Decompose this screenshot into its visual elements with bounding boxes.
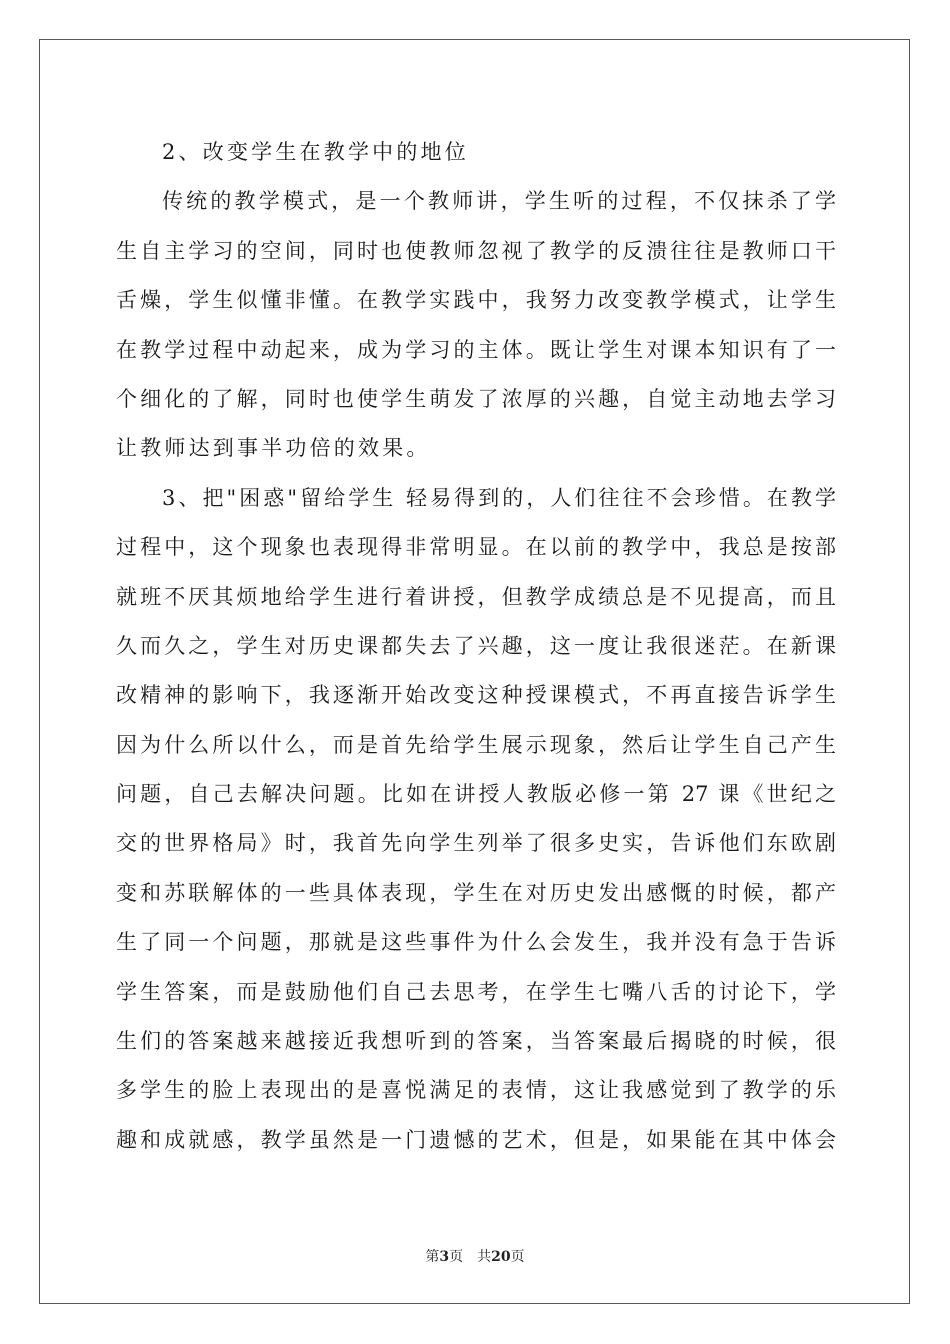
- paragraph-line: 个细化的了解，同时也使学生萌发了浓厚的兴趣，自觉主动地去学习: [116, 386, 836, 411]
- paragraph-line: 因为什么所以什么，而是首先给学生展示现象，然后让学生自己产生: [116, 732, 836, 757]
- paragraph-2: [116, 474, 836, 1165]
- paragraph-line: 生自主学习的空间，同时也使教师忽视了教学的反溃往往是教师口干: [116, 238, 836, 263]
- paragraph-line: 过程中，这个现象也表现得非常明显。在以前的教学中，我总是按部: [116, 535, 836, 560]
- paragraph-line: 3、把"困惑"留给学生 轻易得到的，人们往往不会珍惜。在教学: [162, 485, 836, 510]
- paragraph-line: 久而久之，学生对历史课都失去了兴趣，这一度让我很迷茫。在新课: [116, 633, 836, 658]
- total-suffix: 页: [510, 1249, 525, 1265]
- paragraph-line: 改精神的影响下，我逐渐开始改变这种授课模式，不再直接告诉学生: [116, 683, 836, 708]
- paragraph-line: 问题，自己去解决问题。比如在讲授人教版必修一第 27 课《世纪之: [116, 782, 836, 807]
- page-suffix: 页: [449, 1249, 464, 1265]
- total-page-count: 20: [491, 1249, 511, 1265]
- paragraph-line: 趣和成就感，教学虽然是一门遗憾的艺术，但是，如果能在其中体会: [116, 1127, 836, 1152]
- page-prefix: 第: [425, 1249, 440, 1265]
- paragraph-line: 就班不厌其烦地给学生进行着讲授，但教学成绩总是不见提高，而且: [116, 584, 836, 609]
- section-heading: 2、改变学生在教学中的地位: [162, 140, 469, 164]
- current-page-number: 3: [439, 1249, 450, 1265]
- paragraph-line: 变和苏联解体的一些具体表现，学生在对历史发出感慨的时候，都产: [116, 880, 836, 905]
- paragraph-line: 多学生的脸上表现出的是喜悦满足的表情，这让我感觉到了教学的乐: [116, 1078, 836, 1103]
- paragraph-line: 生们的答案越来越接近我想听到的答案，当答案最后揭晓的时候，很: [116, 1029, 836, 1054]
- paragraph-line: 在教学过程中动起来，成为学习的主体。既让学生对课本知识有了一: [116, 337, 836, 362]
- paragraph-line: 传统的教学模式，是一个教师讲，学生听的过程，不仅抹杀了学: [162, 189, 836, 214]
- paragraph-line: 生了同一个问题，那就是这些事件为什么会发生，我并没有急于告诉: [116, 930, 836, 955]
- total-prefix: 共: [477, 1249, 492, 1265]
- paragraph-line: 舌燥，学生似懂非懂。在教学实践中，我努力改变教学模式，让学生: [116, 288, 836, 313]
- paragraph-line: 学生答案，而是鼓励他们自己去思考，在学生七嘴八舌的讨论下，学: [116, 979, 836, 1004]
- paragraph-line: 让教师达到事半功倍的效果。: [116, 436, 431, 461]
- paragraph-1: [116, 177, 836, 473]
- document-body: [116, 128, 836, 1165]
- paragraph-line: 交的世界格局》时，我首先向学生列举了很多史实，告诉他们东欧剧: [116, 831, 836, 856]
- page-footer: [0, 1246, 950, 1266]
